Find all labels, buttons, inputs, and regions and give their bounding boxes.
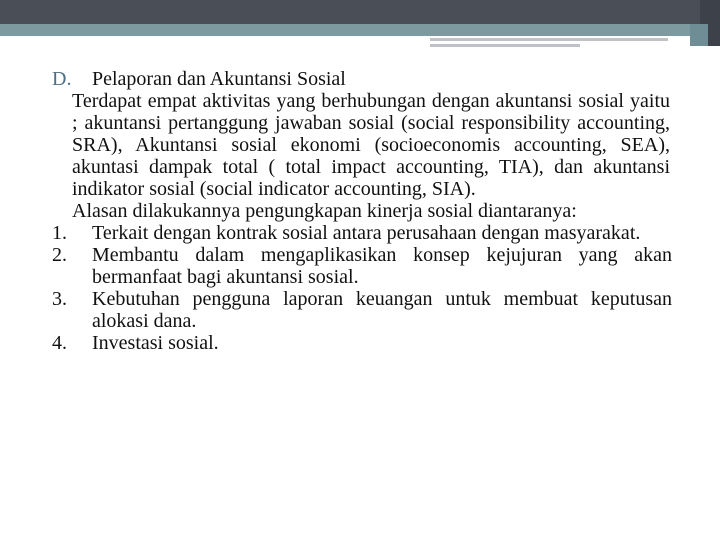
list-number: 4. xyxy=(52,332,67,354)
list-item xyxy=(52,288,672,332)
list-number: 2. xyxy=(52,244,67,266)
top-banner xyxy=(0,0,720,24)
decorative-rule xyxy=(430,38,668,41)
list-item xyxy=(52,244,672,288)
list-text: Terkait dengan kontrak sosial antara perusahaan dengan masyarakat. xyxy=(92,222,641,244)
list-text: Investasi sosial. xyxy=(92,332,219,354)
top-banner-accent xyxy=(0,24,720,36)
list-text: Kebutuhan pengguna laporan keuangan untuk membuat keputusan alokasi dana. xyxy=(92,288,672,332)
list-number: 3. xyxy=(52,288,67,310)
section-heading xyxy=(52,68,672,90)
reasons-intro: Alasan dilakukannya pengungkapan kinerja sosial diantaranya: xyxy=(72,200,577,222)
section-marker: D. xyxy=(52,68,72,90)
list-number: 1. xyxy=(52,222,67,244)
decorative-rule-short xyxy=(430,44,580,47)
slide-body xyxy=(52,68,672,354)
top-banner-tab xyxy=(690,24,708,46)
list-item xyxy=(52,222,672,244)
section-title: Pelaporan dan Akuntansi Sosial xyxy=(92,68,346,90)
list-item xyxy=(52,332,672,354)
list-text: Membantu dalam mengaplikasikan konsep kejujuran yang akan bermanfaat bagi akuntansi sosial. xyxy=(92,244,672,288)
intro-paragraph: Terdapat empat aktivitas yang berhubungan dengan akuntansi sosial yaitu ; akuntansi pertanggung jawaban sosial (social responsibility accounting, SRA), Akuntansi sosial ekonomi (socioeconomis accounting, SEA), akuntasi dampak total ( total impact accounting, TIA), dan akuntansi indikator sosial (social indicator accounting, SIA). xyxy=(72,90,670,200)
